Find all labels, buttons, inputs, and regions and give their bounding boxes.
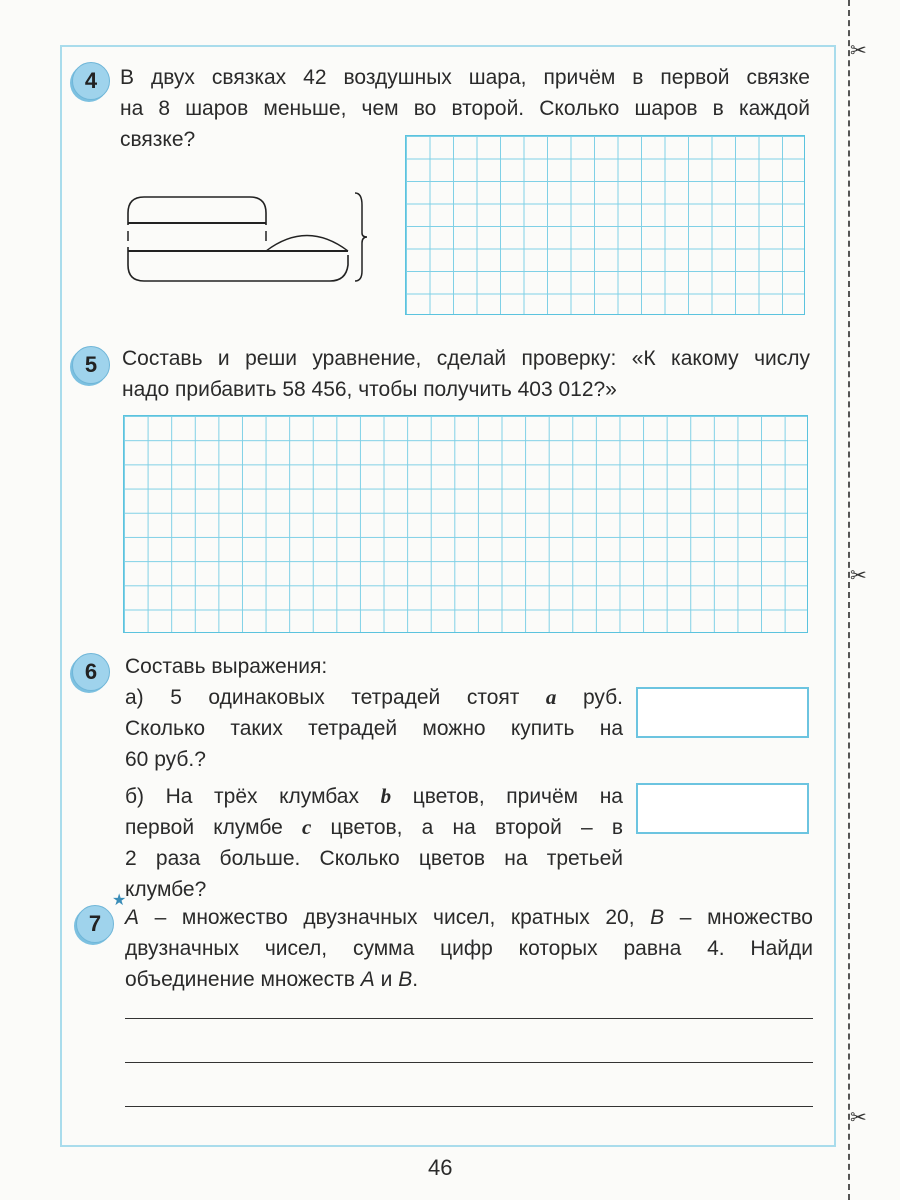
answer-box-b[interactable] [636,783,809,834]
scissors-icon: ✂ [850,40,867,62]
text-line: Составь и реши уравнение, сделай проверку: «К какому числу [122,347,810,370]
text-line: 60 руб.? [125,748,206,771]
answer-line[interactable] [125,1018,813,1019]
cut-line [848,0,850,1200]
text-line: б) На трёх клумбах b цветов, причём на [125,784,623,808]
answer-box-a[interactable] [636,687,809,738]
task-6-text [125,651,623,905]
task-number-5: 5 [72,346,110,384]
text-line: надо прибавить 58 456, чтобы получить 403 012?» [122,378,617,401]
text-line: первой клумбе c цветов, а на второй – в [125,815,623,839]
text-line: Сколько таких тетрадей можно купить на [125,717,623,740]
task-number-4: 4 [72,62,110,100]
answer-grid-4[interactable] [405,135,805,315]
scissors-icon: ✂ [850,565,867,587]
answer-line[interactable] [125,1106,813,1107]
text-line: связке? [120,128,196,151]
task-7-text [125,902,813,995]
task-6-title: Составь выражения: [125,655,328,678]
text-line: объединение множеств А и В. [125,968,419,991]
task-number-7: 7 [76,905,114,943]
task-number-6: 6 [72,653,110,691]
star-icon: ★ [112,892,127,909]
scissors-icon: ✂ [850,1107,867,1129]
text-line: А – множество двузначных чисел, кратных 20, В – множество [125,906,813,929]
text-line: а) 5 одинаковых тетрадей стоят a руб. [125,685,624,709]
answer-grid-5[interactable] [123,415,808,633]
text-line: клумбе? [125,878,207,901]
balloon-diagram [120,185,370,285]
text-line: В двух связках 42 воздушных шара, причём в первой связке [120,66,810,89]
text-line: 2 раза больше. Сколько цветов на третьей [125,847,623,870]
text-line: на 8 шаров меньше, чем во второй. Сколько шаров в каждой [120,97,810,120]
answer-line[interactable] [125,1062,813,1063]
page-number: 46 [428,1155,453,1180]
task-5-text [122,343,810,405]
text-line: двузначных чисел, сумма цифр которых равна 4. Найди [125,937,813,960]
